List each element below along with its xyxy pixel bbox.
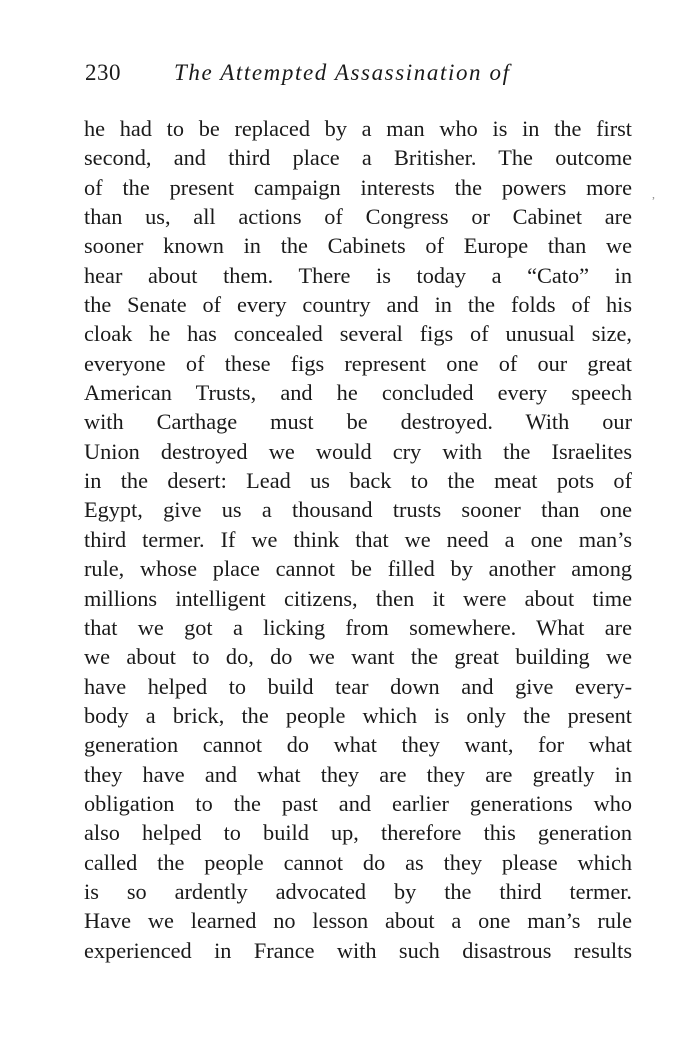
text-line-17: millions intelligent citizens, then it were about time	[84, 585, 632, 611]
text-line-24: obligation to the past and earlier generations who	[84, 790, 632, 816]
text-line-8: cloak he has concealed several figs of unusual size,	[84, 321, 632, 347]
text-line-4: than us, all actions of Congress or Cabinet are	[84, 204, 632, 230]
body-text	[84, 114, 632, 965]
text-line-16: rule, whose place cannot be filled by another among	[84, 556, 632, 582]
text-line-7: the Senate of every country and in the folds of his	[84, 292, 632, 318]
text-line-10: American Trusts, and he concluded every speech	[84, 380, 632, 406]
text-line-12: Union destroyed we would cry with the Israelites	[84, 438, 632, 464]
text-line-27: is so ardently advocated by the third termer.	[84, 878, 632, 904]
stray-ink-mark: ,	[652, 187, 655, 201]
text-line-13: in the desert: Lead us back to the meat pots of	[84, 468, 632, 494]
text-line-11: with Carthage must be destroyed. With our	[84, 409, 632, 435]
text-line-26: called the people cannot do as they please which	[84, 849, 632, 875]
text-line-14: Egypt, give us a thousand trusts sooner than one	[84, 497, 632, 523]
text-line-28: Have we learned no lesson about a one man’s rule	[84, 908, 632, 934]
text-line-22: generation cannot do what they want, for what	[84, 732, 632, 758]
text-line-5: sooner known in the Cabinets of Europe than we	[84, 233, 632, 259]
text-line-21: body a brick, the people which is only the present	[84, 702, 632, 728]
running-head	[85, 60, 645, 94]
running-title: The Attempted Assassination of	[174, 60, 511, 85]
text-line-2: second, and third place a Britisher. The outcome	[84, 145, 632, 171]
text-line-1: he had to be replaced by a man who is in the first	[84, 116, 632, 141]
text-line-25: also helped to build up, therefore this generation	[84, 820, 632, 846]
text-line-3: of the present campaign interests the powers more	[84, 174, 632, 200]
text-line-15: third termer. If we think that we need a one man’s	[84, 526, 632, 552]
text-line-18: that we got a licking from somewhere. What are	[84, 614, 632, 640]
text-line-29: experienced in France with such disastrous results	[84, 937, 632, 963]
text-line-19: we about to do, do we want the great building we	[84, 644, 632, 670]
page-number: 230	[85, 60, 121, 85]
text-line-9: everyone of these figs represent one of our great	[84, 350, 632, 376]
text-line-20: have helped to build tear down and give every-	[84, 673, 632, 699]
text-line-6: hear about them. There is today a “Cato” in	[84, 262, 632, 288]
text-line-23: they have and what they are they are greatly in	[84, 761, 632, 787]
